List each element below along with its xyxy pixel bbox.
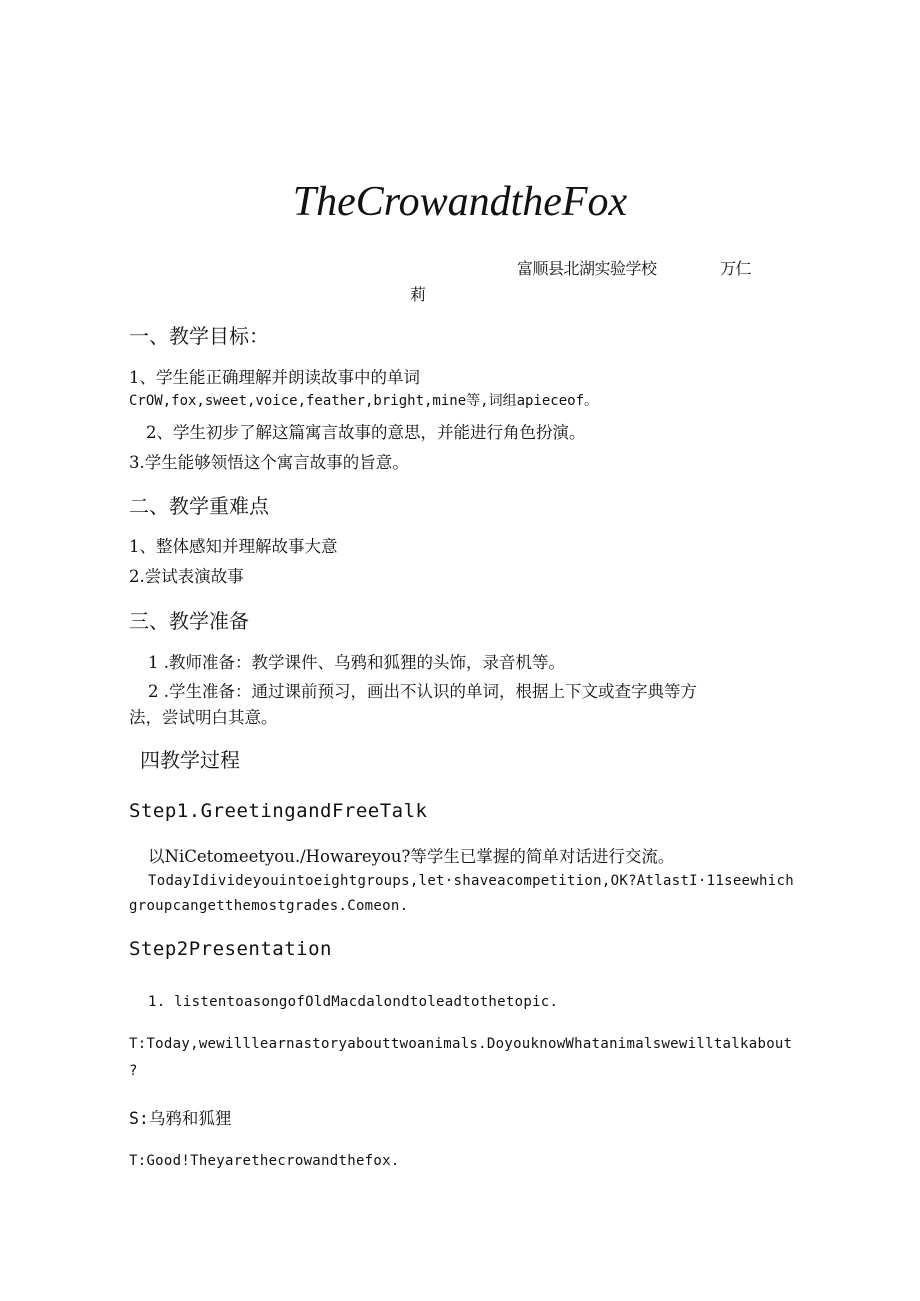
- section2-item1: 1、整体感知并理解故事大意: [129, 537, 338, 556]
- section1-item1-words: CrOW,fox,sweet,voice,feather,bright,mine等,词组apieceof。: [129, 393, 599, 409]
- step2-teacher-line2: T:Good!Theyarethecrowandthefox.: [129, 1153, 400, 1169]
- step1-heading: Step1.GreetingandFreeTalk: [129, 800, 428, 822]
- section1-item2: 2、学生初步了解这篇寓言故事的意思，并能进行角色扮演。: [146, 423, 586, 442]
- step2-teacher-line1-cont: ?: [129, 1063, 138, 1079]
- section1-heading: 一、教学目标：: [129, 324, 269, 348]
- author-school: 富顺县北湖实验学校: [517, 259, 657, 278]
- author-name-part1: 万仁: [720, 259, 752, 278]
- step1-line3: groupcangetthemostgrades.Comeon.: [129, 898, 409, 914]
- step2-item1: 1. listentoasongofOldMacdalondtoleadtothetopic.: [148, 994, 559, 1010]
- section2-heading: 二、教学重难点: [129, 494, 269, 518]
- section3-item1: 1 .教师准备：教学课件、乌鸦和狐狸的头饰，录音机等。: [148, 653, 565, 672]
- author-name-part2: 莉: [410, 285, 426, 304]
- document-title: TheCrowandtheFox: [292, 179, 628, 225]
- section3-heading: 三、教学准备: [129, 609, 249, 633]
- section1-item1: 1、学生能正确理解并朗读故事中的单词: [129, 368, 420, 387]
- section3-item2: 2 .学生准备：通过课前预习，画出不认识的单词，根据上下文或查字典等方: [148, 682, 697, 701]
- step2-teacher-line1: T:Today,wewilllearnastoryabouttwoanimals.DoyouknowWhatanimalswewilltalkabout: [129, 1036, 793, 1052]
- section3-item2-cont: 法，尝试明白其意。: [129, 708, 278, 727]
- step1-line1: 以NiCetomeetyou./Howareyou?等学生已掌握的简单对话进行交流。: [148, 847, 675, 866]
- section2-item2: 2.尝试表演故事: [129, 567, 244, 586]
- step2-heading: Step2Presentation: [129, 938, 332, 960]
- step1-line2: TodayIdivideyouintoeightgroups,let·shaveacompetition,OK?AtlastI·11seewhich: [148, 873, 794, 889]
- section4-heading: 四教学过程: [140, 748, 240, 772]
- step2-student-line: S:乌鸦和狐狸: [129, 1109, 232, 1128]
- section1-item3: 3.学生能够领悟这个寓言故事的旨意。: [129, 453, 409, 472]
